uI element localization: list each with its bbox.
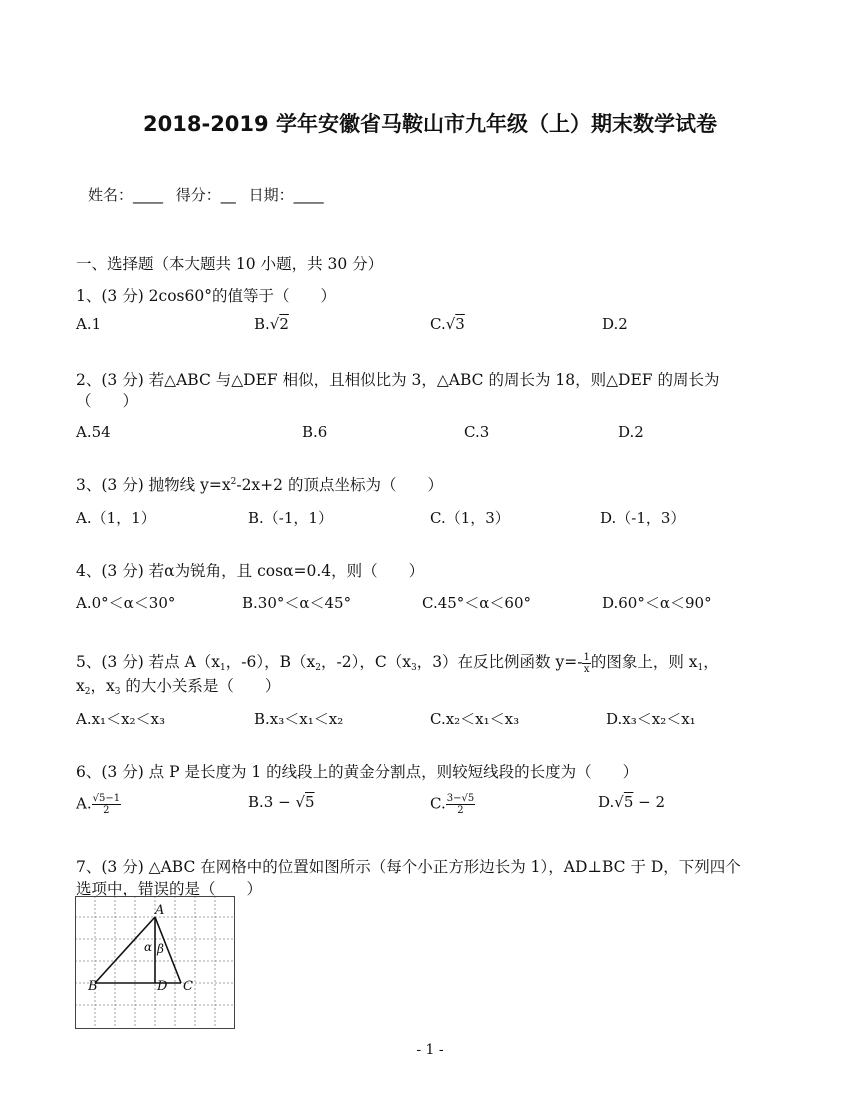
question-3-stem: 3、(3 分) 抛物线 $y=x^2-2x+2$ 的顶点坐标为（ ） xyxy=(76,476,443,494)
page-title: 2018-2019 学年安徽省马鞍山市九年级（上）期末数学试卷 xyxy=(143,112,717,136)
q3-option-d: D.（-1，3） xyxy=(600,509,686,527)
score-field: 得分：__ xyxy=(175,186,236,204)
q6-option-c: C. $\frac{3-√5}{2}$ xyxy=(430,793,475,816)
triangle-abc xyxy=(95,917,181,983)
q6-option-d: D.√5 − 2 xyxy=(598,793,666,811)
q5-option-d: D.x₃＜x₂＜x₁ xyxy=(606,710,696,728)
q3-option-c: C.（1，3） xyxy=(430,509,510,527)
label-b: B xyxy=(88,979,98,994)
q6-option-a: A. $\frac{√5-1}{2}$ xyxy=(76,793,121,816)
q4-option-d: D.60°＜α＜90° xyxy=(602,594,712,612)
label-d: D xyxy=(157,979,168,994)
date-field: 日期：____ xyxy=(248,186,324,204)
question-6-stem: 6、(3 分) 点 P 是长度为 1 的线段上的黄金分割点，则较短线段的长度为（ ） xyxy=(76,763,639,781)
page-number: - 1 - xyxy=(416,1042,444,1058)
q5-option-a: A.x₁＜x₂＜x₃ xyxy=(76,710,166,728)
q2-option-a: A.54 xyxy=(76,423,111,441)
q2-option-b: B.6 xyxy=(302,423,328,441)
q4-option-c: C.45°＜α＜60° xyxy=(422,594,532,612)
student-info xyxy=(88,184,332,205)
question-5-stem-line1: 5、(3 分) 若点 $A(x_1$，-6），$B(x_2$，-2），$C(x_3$，3）在反比例函数 y=- $\frac{1}{x}$ 的图象上，则 $x_1$， xyxy=(76,651,719,675)
label-beta: β xyxy=(157,942,164,956)
q3-option-b: B.（-1，1） xyxy=(248,509,333,527)
question-4-stem: 4、(3 分) 若α为锐角，且 cosα=0.4，则（ ） xyxy=(76,562,425,580)
q6-option-b: B.3 − √5 xyxy=(248,793,315,811)
question-1-stem: 1、(3 分) 2cos60°的值等于（ ） xyxy=(76,287,336,305)
label-a: A xyxy=(155,903,165,918)
question-2-stem-line1: 2、(3 分) 若△ABC 与△DEF 相似，且相似比为 3，△ABC 的周长为 18，则△DEF 的周长为 xyxy=(76,371,720,389)
section-heading: 一、选择题（本大题共 10 小题，共 30 分） xyxy=(76,255,384,273)
grid-triangle-figure xyxy=(75,896,237,1030)
q2-option-d: D.2 xyxy=(618,423,644,441)
q1-option-a: A.1 xyxy=(76,315,102,333)
question-7-stem-line1: 7、(3 分) △ABC 在网格中的位置如图所示（每个小正方形边长为 1），AD⊥BC 于 D，下列四个 xyxy=(76,858,741,876)
name-field: 姓名：____ xyxy=(88,186,164,204)
q5-option-b: B.x₃＜x₁＜x₂ xyxy=(254,710,344,728)
label-c: C xyxy=(183,979,193,994)
q2-option-c: C.3 xyxy=(464,423,490,441)
question-7-stem-line2: 选项中，错误的是（ ） xyxy=(76,880,263,898)
q4-option-b: B.30°＜α＜45° xyxy=(242,594,352,612)
label-alpha: α xyxy=(144,940,153,954)
q5-option-c: C.x₂＜x₁＜x₃ xyxy=(430,710,520,728)
question-5-stem-line2: $x_2$，$x_3$ 的大小关系是（ ） xyxy=(76,677,281,697)
q1-option-b: B.√2 xyxy=(254,315,289,333)
q1-option-d: D.2 xyxy=(602,315,628,333)
q1-option-c: C.√3 xyxy=(430,315,465,333)
q4-option-a: A.0°＜α＜30° xyxy=(76,594,176,612)
question-2-stem-line2: （ ） xyxy=(76,392,139,410)
q3-option-a: A.（1，1） xyxy=(76,509,156,527)
